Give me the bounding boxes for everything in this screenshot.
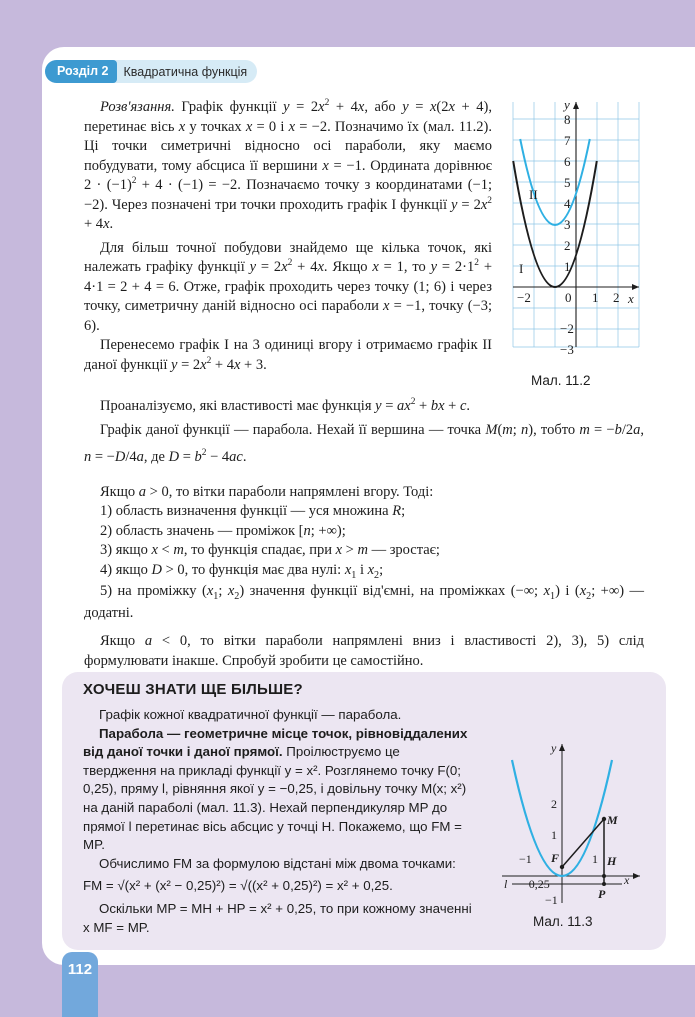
theory-intro: Проаналізуємо, які властивості має функція $y = ax^2$ + bx + c. (100, 397, 471, 414)
figure-11-2-caption: Мал. 11.2 (531, 373, 591, 388)
box-paragraph-2-rest: Проілюструємо це твердження на прикладі функції y = x². Розглянемо точку F(0; 0,25), пряму l, рівняння якої y = −0,25, і довільну точку M(x; x²) на даній параболі (мал. 11.3). Нехай перпендикуляр MP до прямої l перетинає вісь абсцис у точці H. Покажемо, що FM = MP. (83, 744, 467, 853)
fig2-axis-y: y (551, 741, 557, 755)
fig1-axis-y: y (564, 97, 570, 112)
figure-11-2-graph (505, 97, 645, 372)
box-title: ХОЧЕШ ЗНАТИ ЩЕ БІЛЬШЕ? (83, 681, 303, 698)
fig1-ytick-2: 2 (564, 238, 571, 253)
property-4: 4) якщо D > 0, то функція має два нулі: $x_1$ і $x_2$; (100, 561, 384, 581)
fig2-label-l: l (504, 877, 508, 891)
section-subject: Квадратична функція (123, 64, 248, 79)
box-text (83, 706, 476, 937)
fig1-label-I: I (519, 261, 524, 276)
box-paragraph-4: Оскільки MP = MH + HP = x² + 0,25, то при кожному значенні x MF = MP. (83, 900, 472, 935)
box-paragraph-3: Обчислимо FM за формулою відстані між двома точками: (99, 855, 456, 871)
property-2: 2) область значень — проміжок [n; +∞); (100, 522, 346, 539)
fig1-xtick-0: 0 (565, 290, 572, 305)
solution-paragraph-2: Для більш точної побудови знайдемо ще кілька точок, які належать графіку функції $y = 2x^2 + 4x$. Якщо x = 1, то $y = 2\cdot 1^2 + 4\cdot 1 = 2 + 4 = 6$. Отже, графік проходить через точку (1; 6) і через точку, симетричну даній відносно осі параболи x = −1, точку (−3; 6). (84, 239, 492, 334)
fig1-xtick-2: 2 (613, 290, 620, 305)
fig2-label-F: F (551, 851, 560, 865)
fig2-ytick-1: 1 (551, 828, 557, 842)
property-1: 1) область визначення функції — уся множина R; (100, 503, 406, 519)
fig1-ytick-1: 1 (564, 259, 571, 274)
fig1-xtick-neg2: −2 (517, 290, 531, 305)
theory-text (84, 397, 644, 671)
figure-11-3-caption: Мал. 11.3 (533, 914, 593, 929)
property-3: 3) якщо x < m, то функція спадає, при x > m — зростає; (100, 542, 440, 558)
fig1-xtick-1: 1 (592, 290, 599, 305)
property-5: 5) на проміжку ($x_1$; $x_2$) значення функції від'ємні, на проміжках (−∞; $x_1$) і ($x_2$; +∞) — додатні. (84, 583, 644, 621)
theory-if-positive: Якщо a > 0, то вітки параболи напрямлені вгору. Тоді: (100, 483, 434, 500)
fig1-ytick-neg2: −2 (560, 321, 574, 336)
box-definition: Парабола — геометричне місце точок, рівновіддалених від даної точки і даної прямої. (83, 725, 468, 760)
fig2-xtick-1: 1 (592, 852, 598, 866)
fig2-xtick-neg1: −1 (519, 852, 532, 866)
fig2-ytick-2: 2 (551, 797, 557, 811)
solution-paragraph-3: Перенесемо графік I на 3 одиниці вгору і отримаємо графік II даної функції $y = 2x^2 + 4x + 3$. (84, 337, 492, 373)
theory-vertex: Графік даної функції — парабола. Нехай її вершина — точка M(m; n), тобто m = −b/2a, n = −D/4a, де $D = b^2 - 4ac$. (84, 421, 645, 465)
fig2-label-M: M (607, 813, 618, 827)
fig1-label-II: II (529, 187, 538, 202)
figure-11-3-graph (500, 738, 650, 918)
fig1-ytick-7: 7 (564, 133, 571, 148)
fig2-label-P: P (598, 887, 606, 901)
fig1-ytick-5: 5 (564, 175, 571, 190)
theory-if-negative: Якщо a < 0, то вітки параболи напрямлені вниз і властивості 2), 3), 5) слід формулювати інакше. Спробуй зробити це самостійно. (84, 633, 644, 669)
solution-paragraph-1: Розв'язання. Графік функції $y = 2x^2 + 4x$, або y = x(2x + 4), перетинає вісь x у точках x = 0 і x = −2. Позначимо їх (мал. 11.2). Ці точки симетричні відносно осі параболи, яку маємо побудувати, тому абсциса її вершини x = −1. Ордината дорівнює $2 \cdot (-1)^2 + 4 \cdot (-1) = -2$. Позначаємо точку з координатами (−1; −2). Через позначені три точки проходить графік I функції $y = 2x^2 + 4x$. (84, 98, 492, 232)
page-number: 112 (62, 952, 98, 1017)
fig2-label-neg025: −0,25 (522, 877, 550, 891)
fig2-ytick-neg1: −1 (545, 893, 558, 907)
section-chip: Розділ 2 (45, 60, 117, 83)
fig1-ytick-6: 6 (564, 154, 571, 169)
section-header (45, 60, 257, 83)
box-formula: FM = √(x² + (x² − 0,25)²) = √((x² + 0,25)²) = x² + 0,25. (83, 878, 393, 894)
fig1-ytick-neg3: −3 (560, 342, 574, 357)
fig1-ytick-3: 3 (564, 217, 571, 232)
box-paragraph-1: Графік кожної квадратичної функції — парабола. (99, 707, 402, 722)
fig1-ytick-8: 8 (564, 112, 571, 127)
fig2-axis-x: x (624, 873, 630, 887)
fig1-ytick-4: 4 (564, 196, 571, 211)
box-paragraph-2 (83, 725, 476, 855)
fig1-axis-x: x (628, 291, 634, 306)
solution-text (84, 98, 492, 375)
fig2-label-H: H (607, 854, 617, 868)
